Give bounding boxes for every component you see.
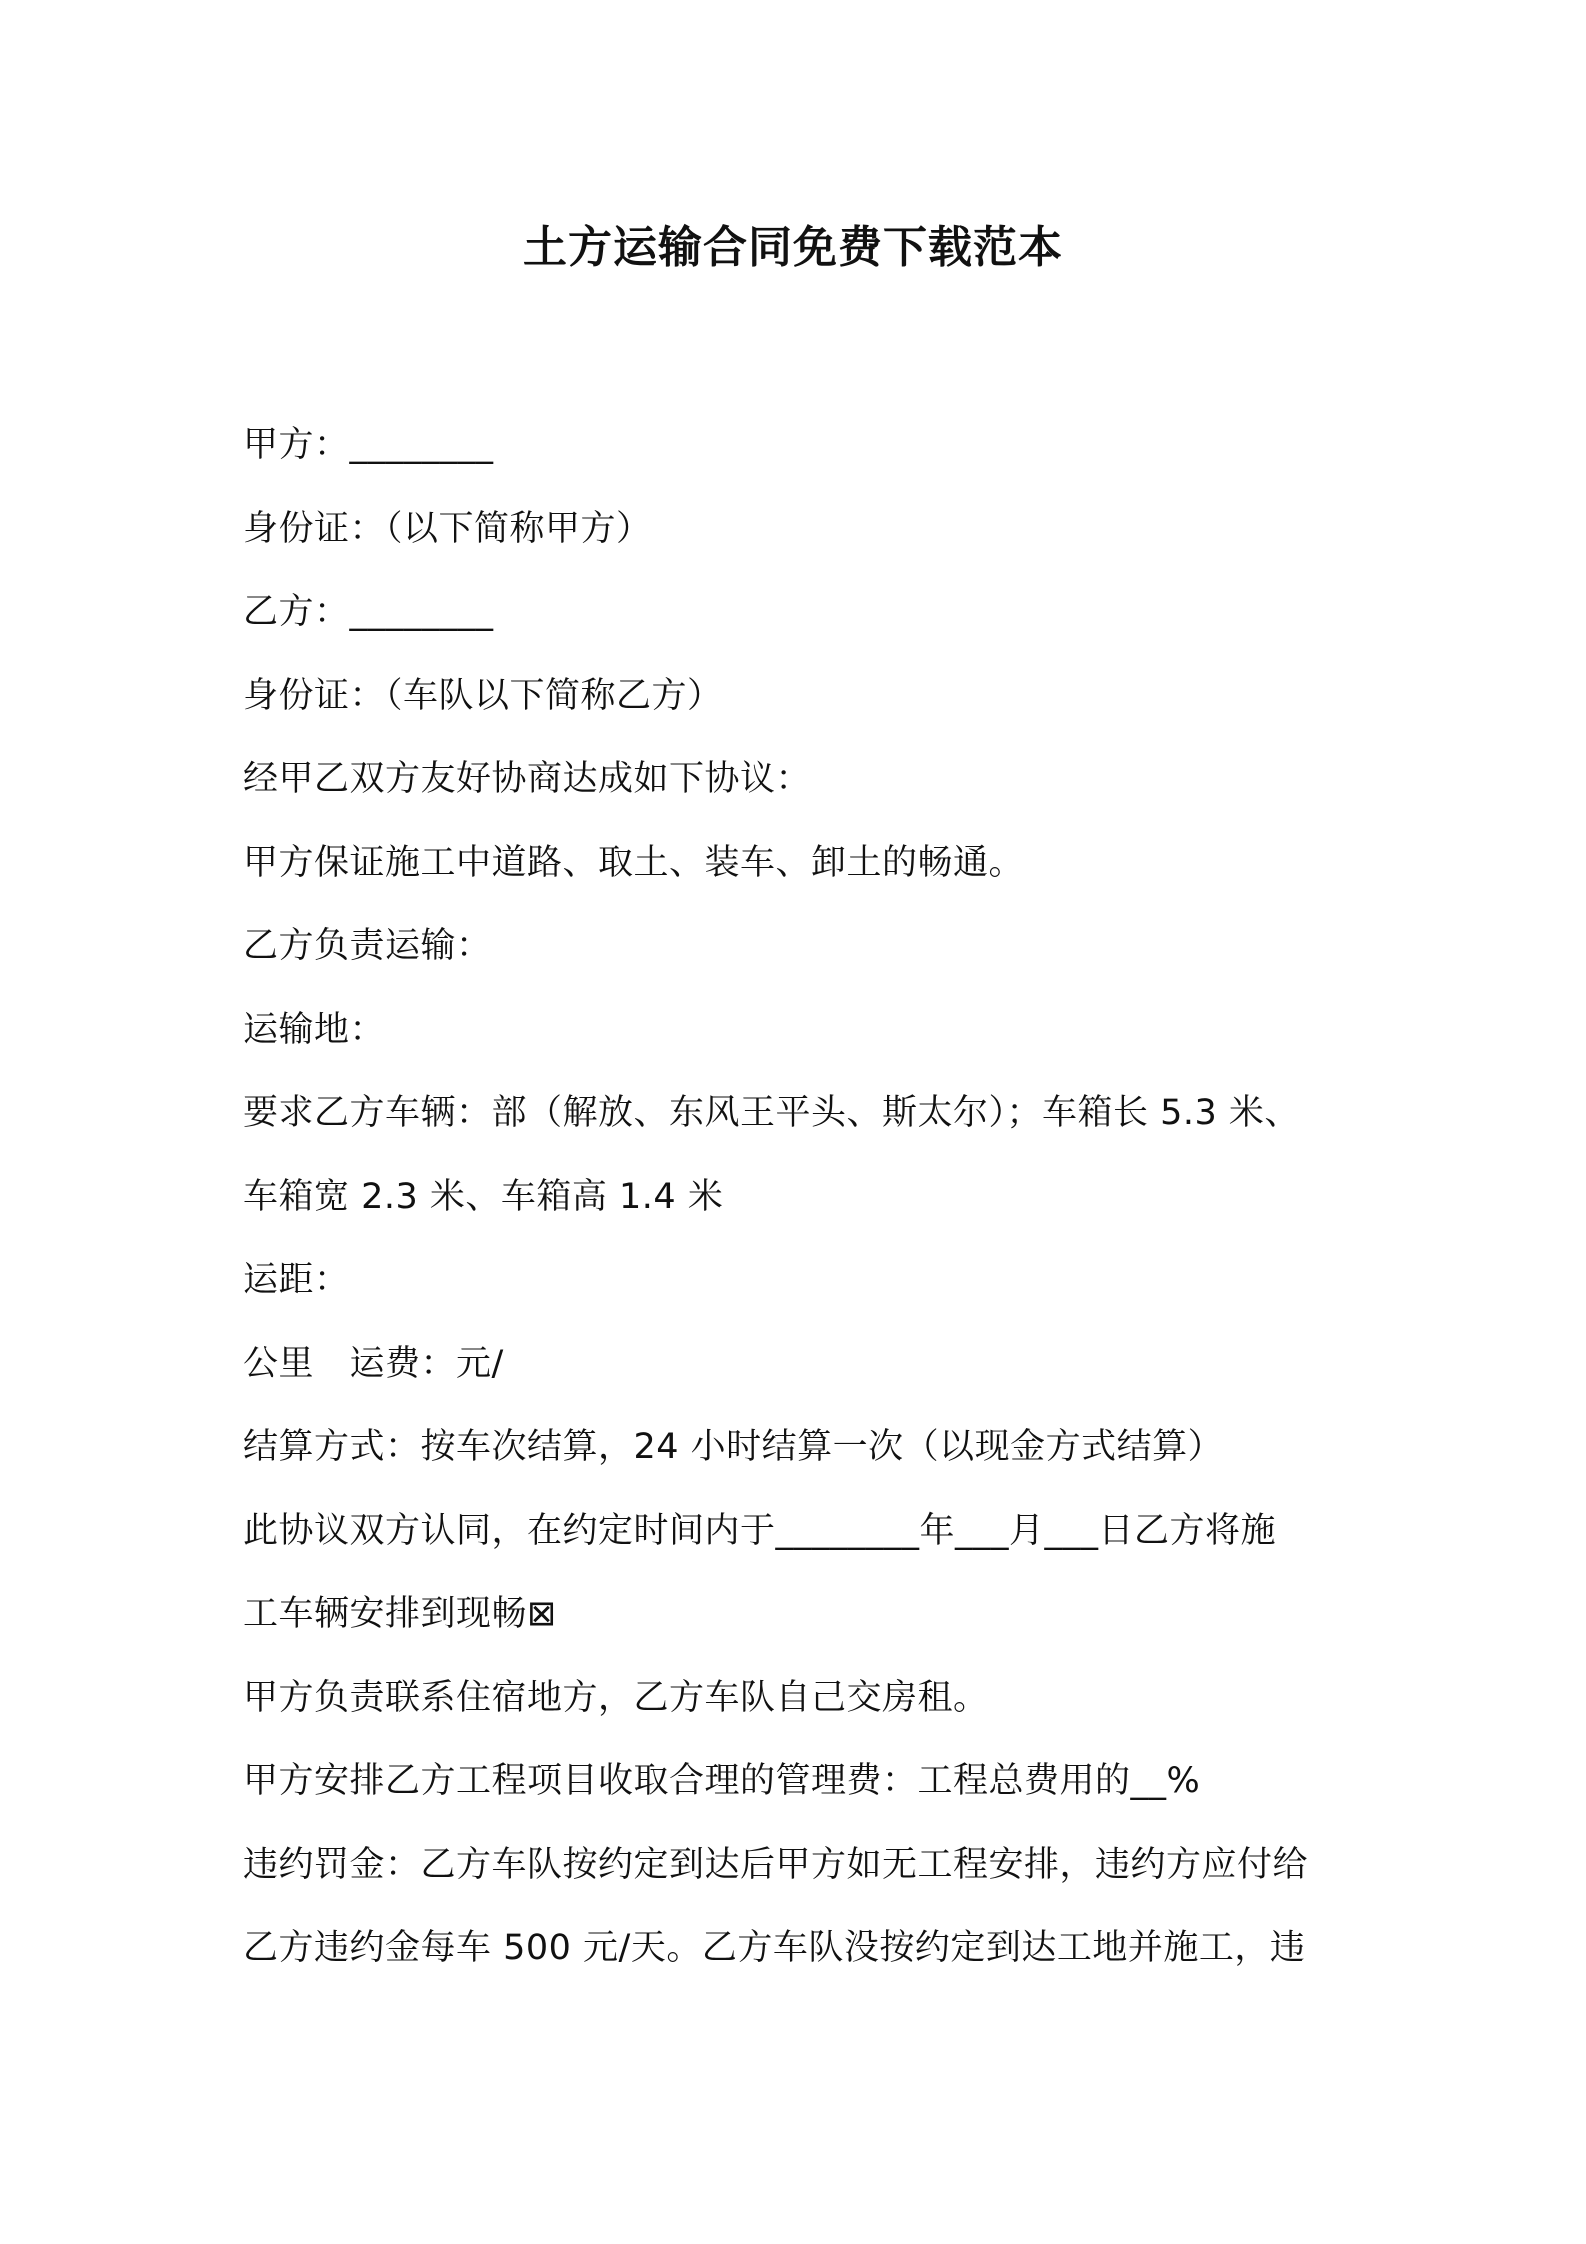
line-penalty: 违约罚金：乙方车队按约定到达后甲方如无工程安排，违约方应付给 (243, 1844, 1309, 1885)
document-body (243, 404, 1363, 1991)
line-management-fee: 甲方安排乙方工程项目收取合理的管理费：工程总费用的__% (243, 1761, 1201, 1801)
line-party-b-id: 身份证：（车队以下简称乙方） (243, 675, 723, 716)
document-title: 土方运输合同免费下载范本 (523, 222, 1063, 273)
line-agreement-intro: 经甲乙双方友好协商达成如下协议： (243, 759, 812, 799)
line-vehicle-requirement-cont: 车箱宽 2.3 米、车箱高 1.4 米 (243, 1176, 724, 1217)
line-lodging: 甲方负责联系住宿地方，乙方车队自己交房租。 (243, 1677, 989, 1718)
line-party-b-duty: 乙方负责运输： (243, 926, 492, 966)
line-party-a: 甲方：________ (243, 425, 494, 465)
line-settlement: 结算方式：按车次结算，24 小时结算一次（以现金方式结算） (243, 1427, 1224, 1467)
line-penalty-cont: 乙方违约金每车 500 元/天。乙方车队没按约定到达工地并施工，违 (243, 1928, 1306, 1968)
line-distance: 运距： (243, 1260, 350, 1300)
line-destination: 运输地： (243, 1009, 386, 1050)
line-party-a-duty: 甲方保证施工中道路、取土、装车、卸土的畅通。 (243, 842, 1025, 883)
line-vehicle-requirement: 要求乙方车辆：部（解放、东风王平头、斯太尔）；车箱长 5.3 米、 (243, 1093, 1300, 1133)
line-party-a-id: 身份证：（以下简称甲方） (243, 508, 652, 549)
line-party-b: 乙方：________ (243, 592, 494, 632)
line-freight: 公里 运费：元/ (243, 1343, 504, 1384)
line-arrival-date: 此协议双方认同，在约定时间内于________年___月___日乙方将施 (243, 1510, 1277, 1551)
line-arrival-date-cont: 工车辆安排到现畅⊠ (243, 1594, 557, 1634)
